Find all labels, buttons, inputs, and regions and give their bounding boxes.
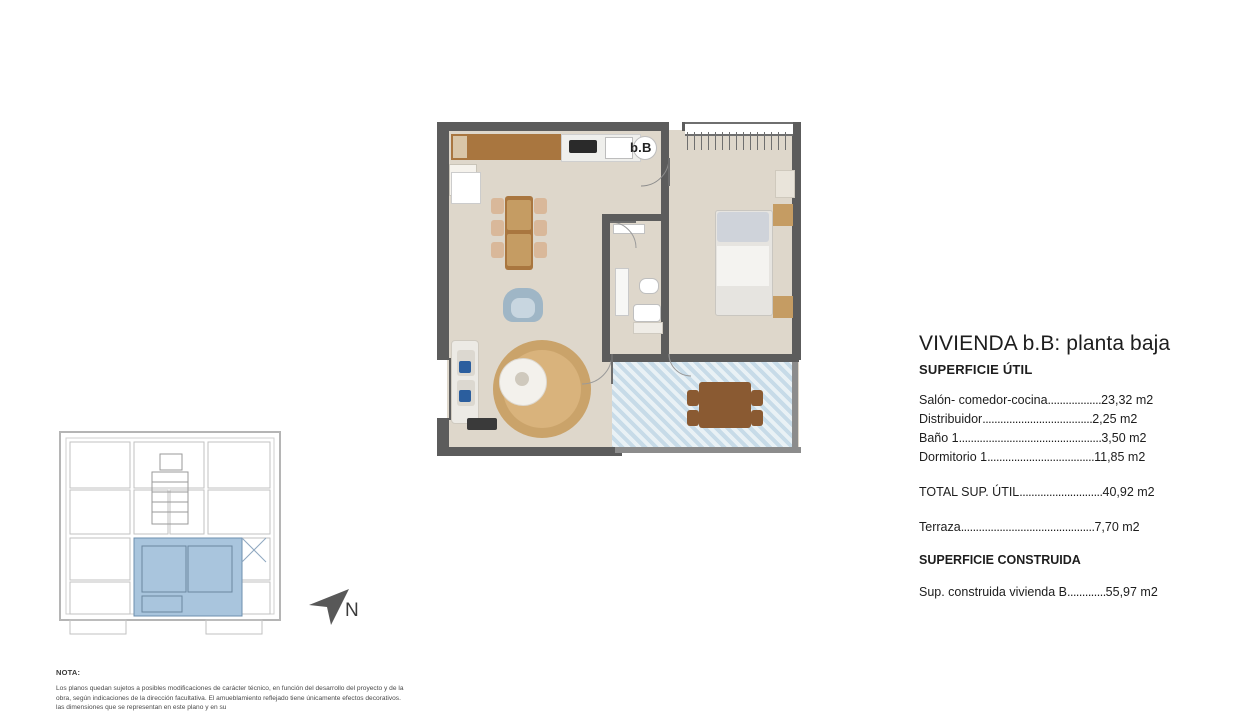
area-value: 23,32 m2 xyxy=(1101,393,1154,407)
area-value: 11,85 m2 xyxy=(1094,450,1146,464)
terrace-area-label: Terraza xyxy=(919,520,961,534)
area-dots: .................. xyxy=(1047,393,1102,407)
total-area-label: TOTAL SUP. ÚTIL xyxy=(919,485,1020,499)
note-block xyxy=(56,668,408,713)
section-subtitle: SUPERFICIE ÚTIL xyxy=(919,362,1033,377)
area-label: Distribuidor xyxy=(919,412,983,426)
area-row xyxy=(919,448,1219,467)
terrace-area-value: 7,70 m2 xyxy=(1094,520,1140,534)
compass xyxy=(305,585,373,635)
built-area-dots: ............. xyxy=(1067,585,1106,599)
built-area-label: Sup. construida vivienda B xyxy=(919,585,1068,599)
area-label: Baño 1 xyxy=(919,431,959,445)
area-label: Dormitorio 1 xyxy=(919,450,988,464)
unit-label: b.B xyxy=(630,140,652,155)
key-plan xyxy=(56,428,284,643)
total-area-value: 40,92 m2 xyxy=(1102,485,1155,499)
note-title: NOTA: xyxy=(56,668,81,677)
area-label: Salón- comedor-cocina xyxy=(919,393,1048,407)
north-label: N xyxy=(345,600,359,621)
total-area-dots: ............................ xyxy=(1019,485,1103,499)
area-row xyxy=(919,410,1219,429)
door-swings xyxy=(437,118,809,460)
note-body: Los planos quedan sujetos a posibles modificaciones de carácter técnico, en función del desarrollo del proyecto y de la obra, según indicaciones de la dirección facultativa. El amueblamiento reflejado tiene únicamente efectos decorativos. las dimensiones que se representan en este plano y en su xyxy=(56,685,404,712)
key-plan-drawing xyxy=(56,428,284,643)
area-row xyxy=(919,429,1219,448)
floor-plan xyxy=(437,118,809,460)
area-value: 2,25 m2 xyxy=(1092,412,1138,426)
built-area-header: SUPERFICIE CONSTRUIDA xyxy=(919,553,1081,567)
area-dots: ................................................ xyxy=(958,431,1102,445)
terrace-area-dots: ............................................. xyxy=(960,520,1095,534)
page-title: VIVIENDA b.B: planta baja xyxy=(919,332,1171,355)
floor-plan-drawing xyxy=(437,118,809,460)
total-area-row xyxy=(919,483,1219,502)
area-row xyxy=(919,391,1219,410)
built-area-row xyxy=(919,583,1219,602)
area-dots: .................................... xyxy=(987,450,1095,464)
area-value: 3,50 m2 xyxy=(1101,431,1147,445)
info-panel xyxy=(919,332,1219,602)
built-area-value: 55,97 m2 xyxy=(1105,585,1158,599)
terrace-area-row xyxy=(919,518,1219,537)
area-dots: ..................................... xyxy=(982,412,1093,426)
